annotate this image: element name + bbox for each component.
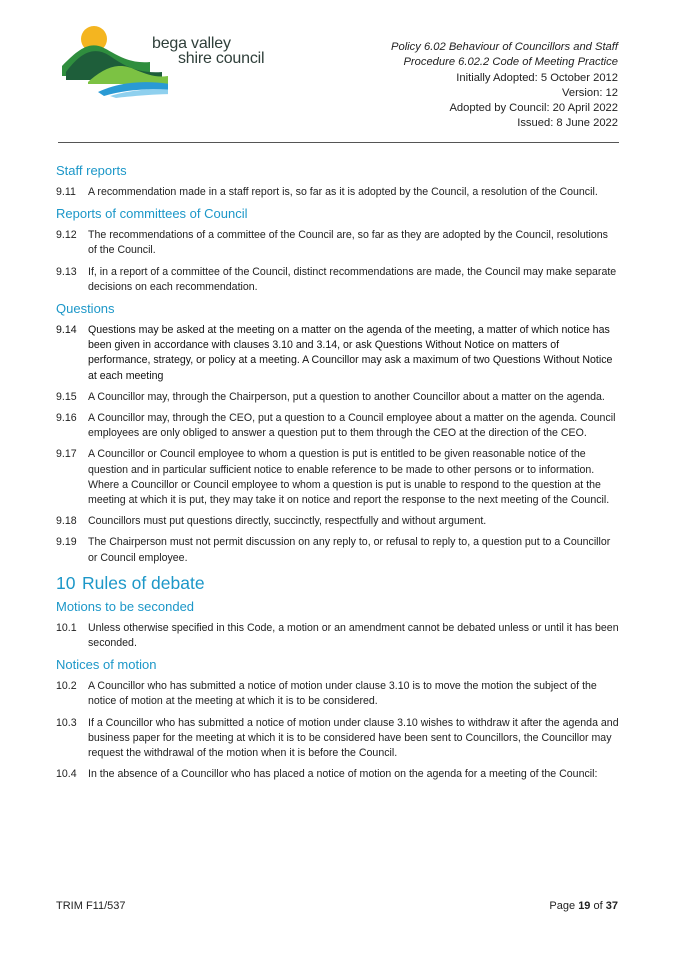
clause-number: 10.1 — [56, 621, 77, 634]
clause-number: 9.12 — [56, 229, 77, 242]
issued-date: Issued: 8 June 2022 — [517, 117, 618, 130]
clause-10-2 — [56, 679, 619, 709]
heading-staff-reports: Staff reports — [56, 163, 127, 178]
heading-motions-seconded: Motions to be seconded — [56, 598, 195, 614]
clause-number: 9.13 — [56, 265, 77, 278]
clause-number: 9.11 — [56, 186, 76, 198]
clause-text: The recommendations of a committee of the Council are, so far as they are adopted by the Council, resolutions of the Council. — [88, 229, 608, 257]
heading-committee-reports: Reports of committees of Council — [56, 206, 248, 222]
trim-reference: TRIM F11/537 — [56, 900, 126, 912]
clause-number: 9.19 — [56, 536, 77, 549]
clause-text: A Councillor may, through the CEO, put a question to a Council employee about a matter on the agenda. Council employees are only obliged to answer a question put to them through the CEO at the direction of the CEO. — [88, 412, 616, 440]
clause-number: 9.18 — [56, 515, 77, 528]
total-pages: 37 — [605, 900, 618, 912]
clause-9-12 — [56, 228, 619, 258]
document-metadata — [391, 40, 618, 132]
heading-questions: Questions — [56, 301, 115, 317]
page-number — [549, 900, 618, 912]
clause-number: 10.3 — [56, 716, 77, 729]
clause-9-15 — [56, 390, 619, 405]
heading-rules-of-debate — [56, 572, 619, 594]
initially-adopted: Initially Adopted: 5 October 2012 — [456, 71, 618, 84]
clause-number: 9.14 — [56, 324, 77, 337]
clause-9-13 — [56, 265, 619, 295]
clause-text: Councillors must put questions directly, succinctly, respectfully and without argument. — [88, 515, 487, 528]
header-divider — [58, 142, 619, 143]
policy-title: Policy 6.02 Behaviour of Councillors and Staff — [391, 41, 618, 53]
clause-9-19 — [56, 535, 619, 565]
clause-text: A Councillor who has submitted a notice of motion under clause 3.10 is to move the motion the subject of the notice of motion at the meeting at which it is to be considered. — [88, 680, 597, 708]
clause-9-14 — [56, 323, 619, 384]
clause-text: A recommendation made in a staff report is, so far as it is adopted by the Council, a resolution of the Council. — [88, 186, 598, 198]
clause-9-18 — [56, 514, 619, 529]
clause-text: If, in a report of a committee of the Council, distinct recommendations are made, the Council may make separate decisions on each recommendation. — [88, 265, 617, 293]
clause-10-3 — [56, 716, 619, 762]
clause-text: A Councillor or Council employee to whom a question is put is entitled to be given reasonable notice of the question and in particular sufficient notice to enable reference to be made to other persons or to information. Where a Councillor or Council employee to whom a question is put is unable to respond to the question at the meeting at which it is put, they may take it on notice and report the response to the next meeting of the Council. — [88, 448, 610, 507]
adopted-by-council: Adopted by Council: 20 April 2022 — [449, 102, 618, 115]
clause-9-11 — [56, 185, 619, 200]
procedure-title: Procedure 6.02.2 Code of Meeting Practice — [403, 56, 618, 69]
clause-number: 10.2 — [56, 680, 77, 693]
page-label: Page — [549, 900, 576, 912]
clause-text: In the absence of a Councillor who has placed a notice of motion on the agenda for a meeting of the Council: — [88, 768, 598, 781]
clause-text: If a Councillor who has submitted a notice of motion under clause 3.10 wishes to withdraw it after the agenda and business paper for the meeting at which it is to be considered have been sent to Councillors, the Councillor may request the withdrawal of the motion when it is before the Council. — [88, 716, 619, 760]
clause-10-1 — [56, 621, 619, 651]
clause-text: The Chairperson must not permit discussion on any reply to, or refusal to reply to, a question put to a Councillor or Council employee. — [88, 536, 611, 564]
heading-notices-of-motion: Notices of motion — [56, 657, 157, 673]
clause-text: Unless otherwise specified in this Code, a motion or an amendment cannot be debated unless or until it has been seconded. — [88, 621, 619, 650]
clause-text: A Councillor may, through the Chairperson, put a question to another Councillor about a matter on the agenda. — [88, 390, 605, 403]
clause-text: Questions may be asked at the meeting on a matter on the agenda of the meeting, a matter of which notice has been given in accordance with clauses 3.10 and 3.14, or ask Questions Without Notice on matters of performance, strategy, or policy at a meeting. A Councillor may ask a maximum of two Questions Without Notice at each meeting — [88, 324, 613, 382]
section-number: 10 — [56, 572, 76, 593]
version: Version: 12 — [562, 86, 618, 99]
current-page: 19 — [578, 900, 591, 912]
clause-number: 10.4 — [56, 768, 77, 781]
clause-10-4 — [56, 767, 619, 782]
clause-number: 9.17 — [56, 448, 77, 461]
clause-number: 9.15 — [56, 390, 77, 403]
page-body — [56, 162, 619, 782]
council-logo — [58, 22, 288, 98]
logo-text-line2: shire council — [178, 50, 265, 67]
logo-text-line1: bega valley — [152, 35, 231, 52]
clause-number: 9.16 — [56, 412, 77, 425]
clause-9-16 — [56, 411, 619, 441]
clause-9-17 — [56, 447, 619, 508]
of-label: of — [593, 900, 603, 912]
section-title: Rules of debate — [82, 572, 205, 593]
